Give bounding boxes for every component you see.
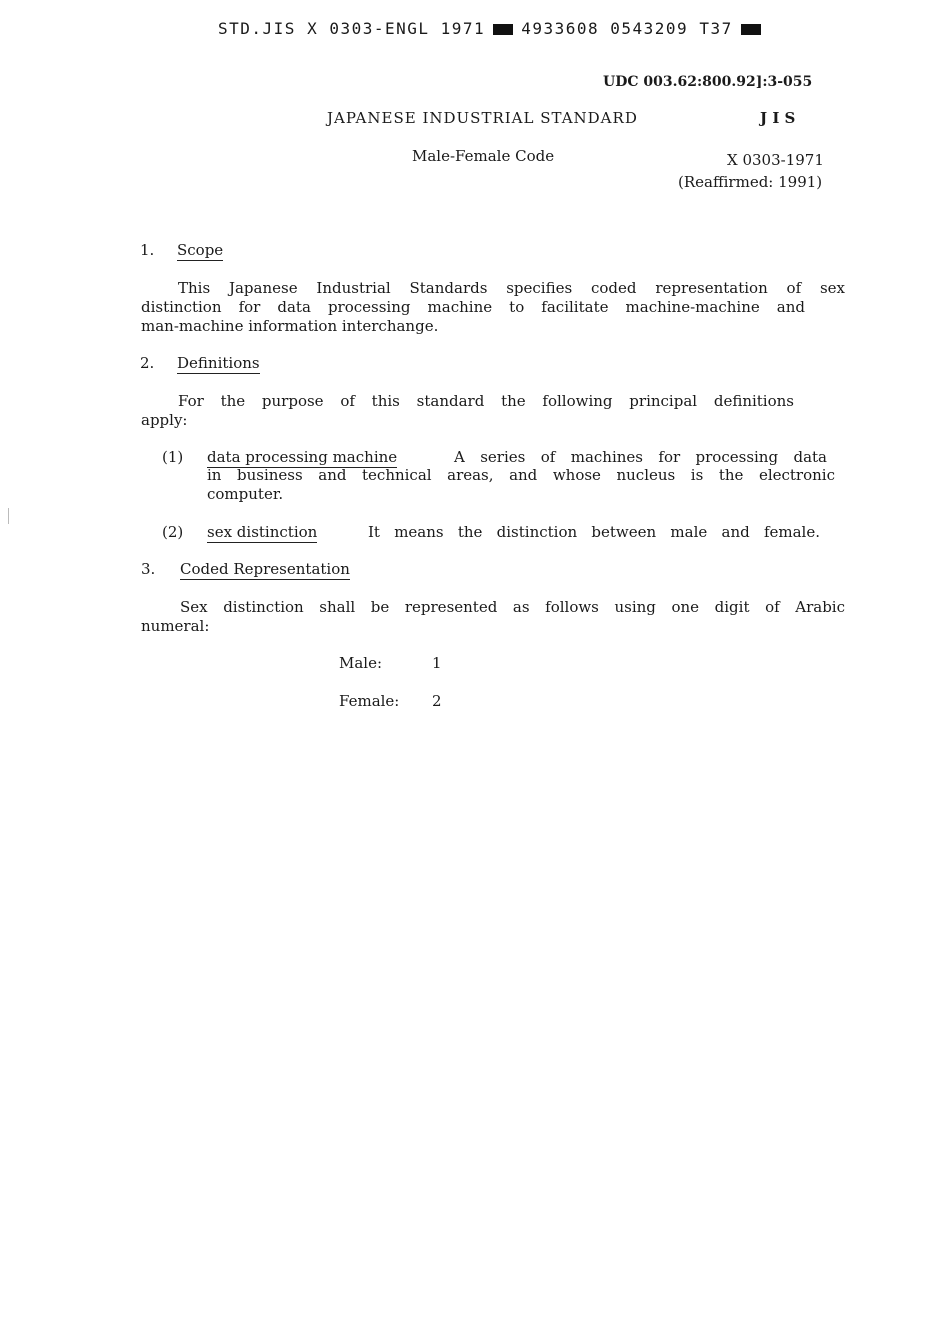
section-number: 3. — [141, 560, 156, 578]
black-box-mark — [493, 24, 513, 35]
section-heading-coded-representation: Coded Representation — [180, 560, 350, 578]
definition-text: A series of machines for processing data — [454, 448, 827, 466]
section-number: 1. — [140, 241, 155, 259]
paragraph-line: numeral: — [141, 617, 210, 635]
udc-code: UDC 003.62:800.92]:3-055 — [603, 74, 813, 90]
paragraph-line: Sex distinction shall be represented as follows using one digit of Arabic — [180, 598, 845, 616]
definition-text: in business and technical areas, and whose nucleus is the electronic — [207, 466, 835, 484]
code-value-male: 1 — [432, 654, 442, 672]
definition-term: data processing machine — [207, 448, 398, 466]
code-label-female: Female: — [339, 692, 400, 710]
definition-text: computer. — [207, 485, 284, 503]
document-title: Male-Female Code — [412, 147, 555, 165]
org-name: JAPANESE INDUSTRIAL STANDARD — [327, 109, 638, 127]
standard-number: X 0303-1971 — [727, 151, 824, 169]
definition-number: (2) — [162, 523, 184, 541]
black-box-mark — [741, 24, 761, 35]
definition-text: It means the distinction between male and female. — [368, 523, 820, 541]
document-header-code — [218, 20, 769, 38]
scan-artifact — [8, 508, 9, 524]
paragraph-line: man-machine information interchange. — [141, 317, 439, 335]
paragraph-line: apply: — [141, 411, 188, 429]
paragraph-line: For the purpose of this standard the following principal definitions — [178, 392, 794, 410]
header-code-left: STD.JIS X 0303-ENGL 1971 — [218, 19, 486, 38]
paragraph-line: This Japanese Industrial Standards specifies coded representation of sex — [178, 279, 845, 297]
reaffirmed-date: (Reaffirmed: 1991) — [678, 173, 823, 191]
code-label-male: Male: — [339, 654, 383, 672]
paragraph-line: distinction for data processing machine to facilitate machine-machine and — [141, 298, 805, 316]
header-code-right: 4933608 0543209 T37 — [521, 19, 733, 38]
section-heading-scope: Scope — [177, 241, 224, 259]
jis-mark: J I S — [760, 109, 796, 127]
section-heading-definitions: Definitions — [177, 354, 260, 372]
definition-number: (1) — [162, 448, 184, 466]
code-value-female: 2 — [432, 692, 442, 710]
definition-term: sex distinction — [207, 523, 318, 541]
section-number: 2. — [140, 354, 155, 372]
